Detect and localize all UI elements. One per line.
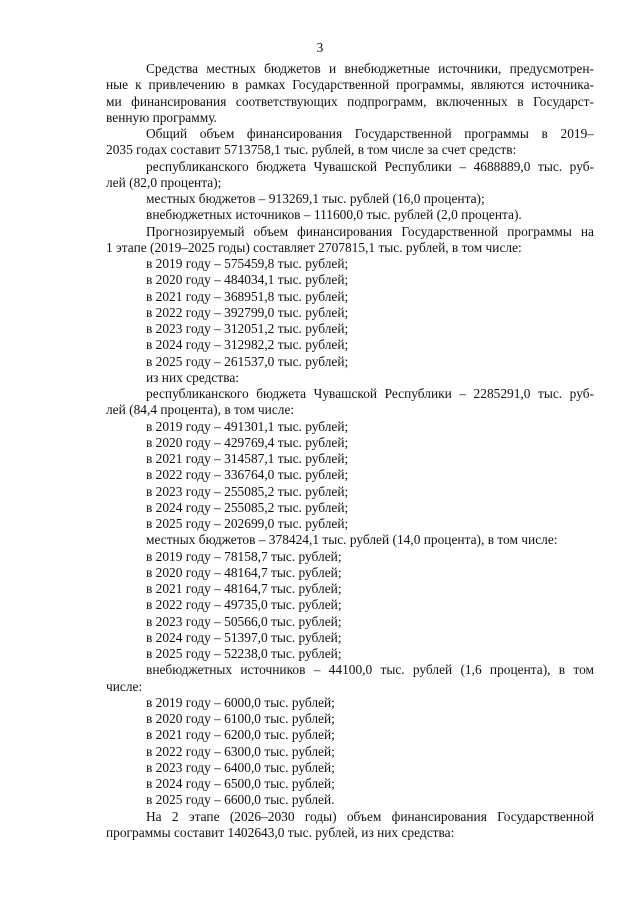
text-line: в 2022 году – 392799,0 тыс. рублей;: [146, 304, 349, 320]
text-line: в 2021 году – 314587,1 тыс. рублей;: [146, 451, 349, 466]
text-line: в 2023 году – 255085,2 тыс. рублей;: [146, 483, 349, 499]
text-line: в 2024 году – 255085,2 тыс. рублей;: [146, 499, 349, 515]
document-body: [106, 61, 594, 841]
text-line: в 2022 году – 49735,0 тыс. рублей;: [146, 597, 342, 613]
text-line: 2035 годах составит 5713758,1 тыс. рублей, в том числе за счет средств:: [106, 142, 517, 158]
text-line: местных бюджетов – 378424,1 тыс. рублей (14,0 процента), в том числе:: [146, 532, 558, 548]
text-line: в 2025 году – 52238,0 тыс. рублей;: [146, 646, 342, 661]
text-line: Общий объем финансирования Государственной программы в 2019–: [146, 126, 594, 141]
text-line: внебюджетных источников – 111600,0 тыс. рублей (2,0 процента).: [146, 207, 522, 223]
text-line: в 2019 году – 575459,8 тыс. рублей;: [146, 256, 349, 271]
text-line: Прогнозируемый объем финансирования Государственной программы на: [146, 223, 594, 239]
text-line: ми финансирования соответствующих подпрограмм, включенных в Государст-: [106, 93, 594, 109]
text-line: в 2019 году – 78158,7 тыс. рублей;: [146, 548, 342, 564]
text-line: лей (82,0 процента);: [106, 174, 222, 190]
page-number: 3: [316, 40, 324, 55]
text-line: в 2020 году – 48164,7 тыс. рублей;: [146, 564, 342, 580]
text-line: в 2021 году – 368951,8 тыс. рублей;: [146, 288, 349, 304]
text-line: в 2023 году – 50566,0 тыс. рублей;: [146, 613, 342, 629]
text-line: в 2023 году – 6400,0 тыс. рублей;: [146, 759, 335, 775]
text-line: в 2024 году – 312982,2 тыс. рублей;: [146, 337, 349, 353]
text-line: внебюджетных источников – 44100,0 тыс. рублей (1,6 процента), в том: [146, 662, 594, 678]
text-line: в 2020 году – 6100,0 тыс. рублей;: [146, 711, 335, 726]
text-line: программы составит 1402643,0 тыс. рублей, из них средства:: [106, 824, 455, 840]
text-line: числе:: [106, 678, 143, 694]
text-line: в 2024 году – 6500,0 тыс. рублей;: [146, 776, 335, 791]
text-line: На 2 этапе (2026–2030 годы) объем финансирования Государственной: [146, 808, 594, 824]
text-line: в 2025 году – 202699,0 тыс. рублей;: [146, 516, 349, 531]
text-line: в 2024 году – 51397,0 тыс. рублей;: [146, 629, 342, 645]
text-line: в 2025 году – 6600,0 тыс. рублей.: [146, 792, 335, 808]
text-line: лей (84,4 процента), в том числе:: [106, 402, 295, 418]
text-line: в 2022 году – 6300,0 тыс. рублей;: [146, 743, 335, 759]
text-line: в 2020 году – 429769,4 тыс. рублей;: [146, 434, 349, 450]
text-line: в 2019 году – 491301,1 тыс. рублей;: [146, 418, 349, 434]
text-line: республиканского бюджета Чувашской Республики – 4688889,0 тыс. руб-: [146, 158, 594, 174]
text-line: в 2021 году – 6200,0 тыс. рублей;: [146, 727, 335, 743]
text-line: в 2020 году – 484034,1 тыс. рублей;: [146, 272, 349, 288]
text-line: в 2021 году – 48164,7 тыс. рублей;: [146, 581, 342, 596]
text-line: местных бюджетов – 913269,1 тыс. рублей (16,0 процента);: [146, 191, 485, 206]
text-line: Средства местных бюджетов и внебюджетные источники, предусмотрен-: [146, 61, 594, 76]
text-line: в 2019 году – 6000,0 тыс. рублей;: [146, 694, 335, 710]
text-line: 1 этапе (2019–2025 годы) составляет 2707815,1 тыс. рублей, в том числе:: [106, 239, 522, 255]
text-line: в 2025 году – 261537,0 тыс. рублей;: [146, 353, 349, 369]
text-line: ные к привлечению в рамках Государственной программы, являются источника-: [106, 77, 594, 93]
text-line: венную программу.: [106, 109, 217, 125]
text-line: в 2022 году – 336764,0 тыс. рублей;: [146, 467, 349, 483]
text-line: из них средства:: [146, 369, 240, 385]
text-line: республиканского бюджета Чувашской Республики – 2285291,0 тыс. руб-: [146, 386, 594, 401]
text-line: в 2023 году – 312051,2 тыс. рублей;: [146, 321, 349, 336]
